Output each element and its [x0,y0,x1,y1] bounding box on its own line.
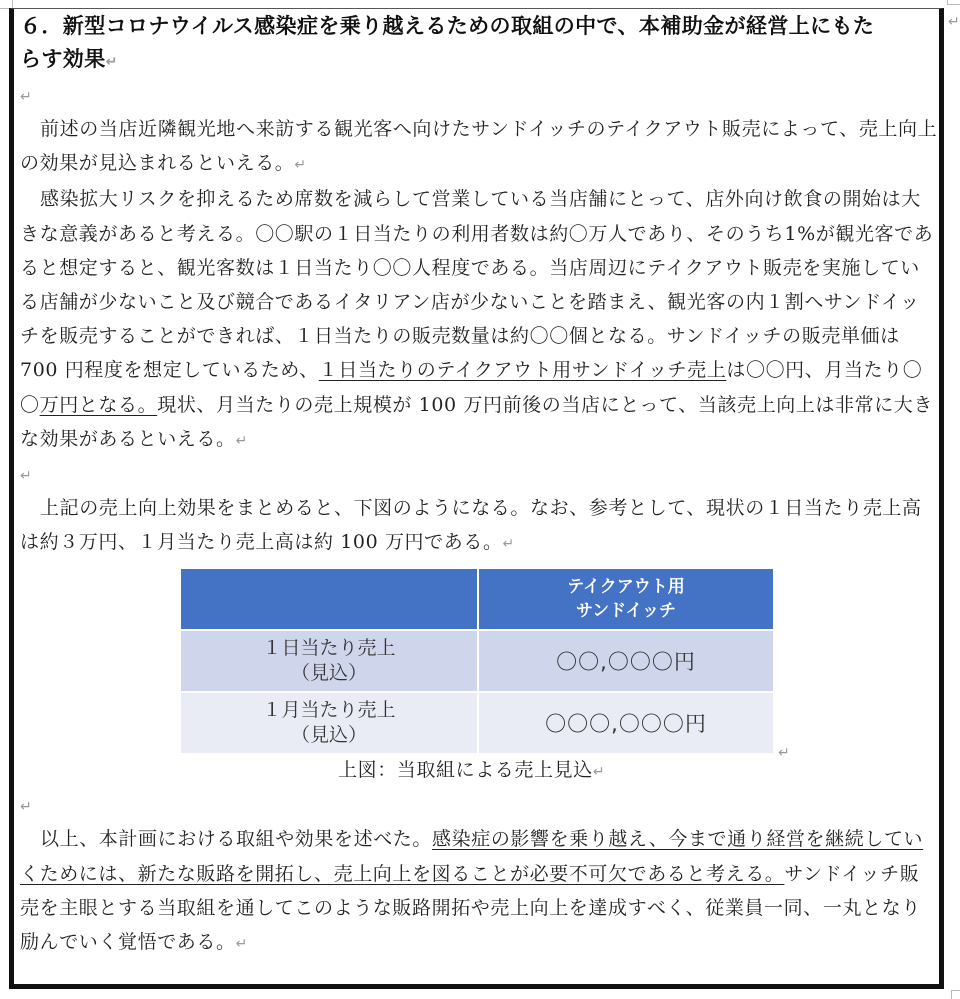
empty-paragraph [20,79,938,112]
page-corner-marker [947,0,960,5]
paragraph-mark-icon: ↵ [20,89,32,105]
paragraph-sales-estimate [20,182,938,458]
row-label: １日当たり売上 [262,637,396,660]
table-header-row [180,568,774,630]
paragraph-text: 前述の当店近隣観光地へ来訪する観光客へ向けたサンドイッチのテイクアウト販売によって、売上向上の効果が見込まれるといえる。 [20,118,938,175]
paragraph-text: 上記の売上向上効果をまとめると、下図のようになる。なお、参考として、現状の１日当たり売上高は約３万円、１月当たり売上高は約 100 万円である。 [20,497,922,554]
paragraph-conclusion [20,822,938,961]
underlined-text: 感染症の影響を乗り越え、今まで通り経営を継続していくためには、新たな販路を開拓し、売上向上を図ることが必要不可欠であると考える。 [20,828,924,885]
table-row [180,630,774,692]
figure-caption [20,753,938,789]
paragraph-text: 以上、本計画における取組や効果を述べた。 [40,828,433,851]
heading-line-2: らす効果 [20,47,106,71]
section-heading [20,10,938,79]
value-cell: 〇〇,〇〇〇円 [478,630,774,692]
paragraph-mark-icon: ↵ [105,54,118,70]
table-header-empty-cell [180,568,478,630]
value-cell: 〇〇〇,〇〇〇円 [478,692,774,754]
paragraph-text: 感染拡大リスクを抑えるため席数を減らして営業している当店舗にとって、店外向け飲食の開始は大きな意義があると考える。〇〇駅の１日当たりの利用者数は約〇万人であり、そのうち1%が観光客であると想定すると、観光客数は１日当たり〇〇人程度である。当店周辺にテイクアウト販売を実施している店舗が少ないこと及び競合であるイタリアン店が少ないことを踏まえ、観光客の内１割へサンドイッチを販売することができれば、１日当たりの販売数量は約〇〇個となる。サンドイッチの販売単価は 700 円程度を想定しているため、 [20,188,934,382]
paragraph-mark-icon: ↵ [20,468,32,485]
paragraph-effect-intro [20,112,938,182]
paragraph-mark-icon: ↵ [592,764,606,781]
sales-projection-table [179,567,775,755]
paragraph-mark-icon: ↵ [294,157,307,174]
table-row [180,692,774,754]
paragraph-mark-icon: ↵ [948,14,960,30]
paragraph-mark-icon: ↵ [235,432,248,449]
row-label: １月当たり売上 [262,699,396,722]
paragraph-mark-icon: ↵ [20,799,32,816]
heading-line-1: ６．新型コロナウイルス感染症を乗り越えるための取組の中で、本補助金が経営上にもた [20,14,875,38]
caption-text: 上図：当取組による売上見込 [338,759,593,782]
paragraph-summary-intro [20,491,938,561]
header-text: サンドイッチ [576,601,676,622]
paragraph-mark-icon: ↵ [778,745,790,762]
underlined-text: １日当たりのテイクアウト用サンドイッチ売上 [318,359,727,382]
row-label: （見込） [290,724,367,747]
row-label: （見込） [290,662,367,685]
empty-paragraph [20,789,938,822]
sales-table-container [20,567,938,762]
underlined-text: 万円となる。 [39,393,158,416]
table-header-cell [478,568,774,630]
paragraph-mark-icon: ↵ [235,936,248,953]
row-label-cell [180,630,478,692]
empty-paragraph [20,458,938,491]
paragraph-text: サンドイッチ販売を主眼とする当取組を通してこのような販路開拓や売上向上を達成すべく、従業員一同、一丸となり励んでいく覚悟である。 [20,862,921,954]
paragraph-text: は〇〇円、月当たり〇〇 [20,359,923,416]
document-body[interactable] [20,10,938,961]
row-label-cell [180,692,478,754]
paragraph-mark-icon: ↵ [502,536,515,553]
header-text: テイクアウト用 [567,577,685,598]
paragraph-text: 現状、月当たりの売上規模が 100 万円前後の当店にとって、当該売上向上は非常に大きな効果があるといえる。 [20,393,934,450]
